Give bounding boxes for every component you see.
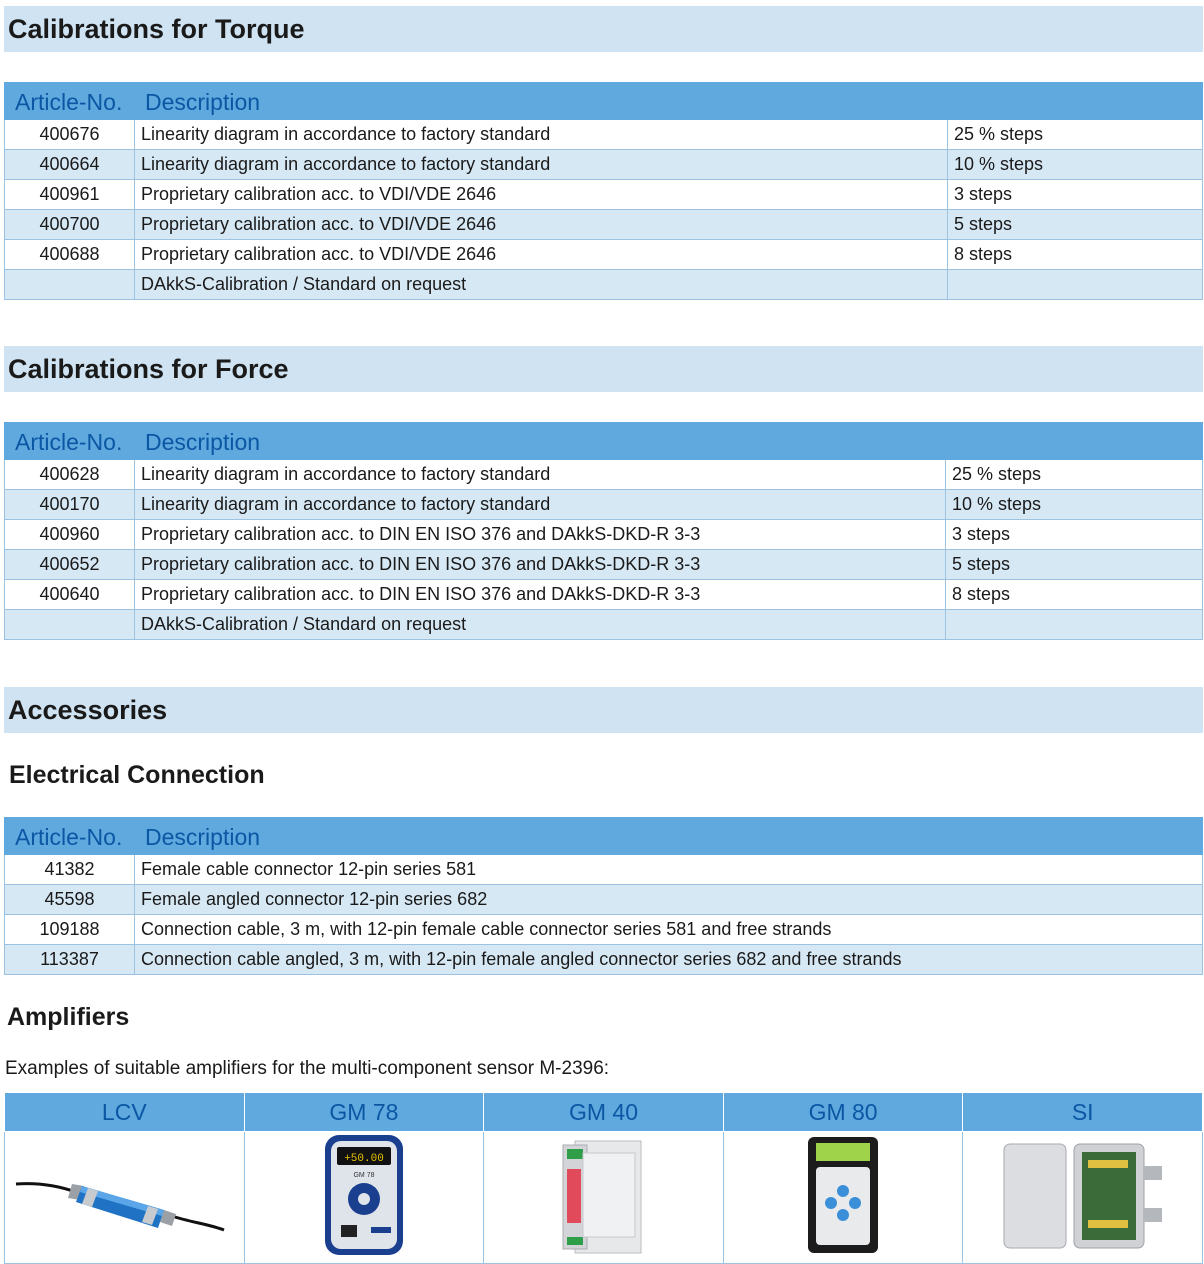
- article-cell: 400961: [5, 180, 135, 210]
- steps-cell: 5 steps: [948, 210, 1203, 240]
- force-table: [4, 422, 1203, 640]
- description-cell: Proprietary calibration acc. to DIN EN ISO 376 and DAkkS-DKD-R 3-3: [135, 580, 946, 610]
- article-cell: 41382: [5, 855, 135, 885]
- table-row: [5, 550, 1203, 580]
- description-header: Description: [135, 83, 1203, 120]
- steps-cell: 25 % steps: [948, 120, 1203, 150]
- amplifier-name: GM 78: [244, 1093, 484, 1132]
- description-header: Description: [135, 818, 1203, 855]
- description-cell: Female angled connector 12-pin series 682: [135, 885, 1203, 915]
- amplifiers-intro: Examples of suitable amplifiers for the multi-component sensor M-2396:: [5, 1058, 610, 1079]
- table-row: [5, 150, 1203, 180]
- article-header: Article-No.: [5, 423, 135, 460]
- amplifier-name: LCV: [5, 1093, 245, 1132]
- electrical-connection-heading: Electrical Connection: [9, 761, 265, 789]
- steps-cell: 10 % steps: [946, 490, 1203, 520]
- junction-box-icon: [998, 1136, 1168, 1254]
- amplifier-name: SI: [963, 1093, 1203, 1132]
- table-row: [5, 855, 1203, 885]
- table-row: [5, 490, 1203, 520]
- handheld-meter-icon: [319, 1133, 409, 1257]
- description-cell: Connection cable angled, 3 m, with 12-pin female angled connector series 682 and free strands: [135, 945, 1203, 975]
- description-cell: Linearity diagram in accordance to factory standard: [135, 460, 946, 490]
- table-row: [5, 210, 1203, 240]
- gm78-device-label: GM 78: [353, 1172, 375, 1179]
- table-header-row: [5, 818, 1203, 855]
- amplifier-name: GM 40: [484, 1093, 724, 1132]
- table-row: [5, 580, 1203, 610]
- steps-cell: 25 % steps: [946, 460, 1203, 490]
- description-cell: Linearity diagram in accordance to factory standard: [135, 150, 948, 180]
- table-row: [5, 460, 1203, 490]
- article-header: Article-No.: [5, 818, 135, 855]
- steps-cell: 8 steps: [948, 240, 1203, 270]
- amplifier-image-cell: [963, 1132, 1203, 1264]
- amplifier-image-cell: [484, 1132, 724, 1264]
- table-row: [5, 270, 1203, 300]
- steps-cell: 5 steps: [946, 550, 1203, 580]
- force-section-title: Calibrations for Force: [4, 346, 1203, 392]
- steps-cell: 8 steps: [946, 580, 1203, 610]
- steps-cell: 3 steps: [948, 180, 1203, 210]
- amplifier-name: GM 80: [723, 1093, 963, 1132]
- table-row: [5, 915, 1203, 945]
- torque-table: [4, 82, 1203, 300]
- description-cell: Proprietary calibration acc. to DIN EN ISO 376 and DAkkS-DKD-R 3-3: [135, 550, 946, 580]
- amplifiers-heading: Amplifiers: [7, 1003, 130, 1031]
- gm78-display-reading: +50.00: [344, 1153, 384, 1165]
- din-rail-module-icon: [553, 1133, 653, 1257]
- description-cell: Linearity diagram in accordance to factory standard: [135, 490, 946, 520]
- description-header: Description: [135, 423, 1203, 460]
- handheld-display-icon: [798, 1133, 888, 1257]
- article-cell: 400676: [5, 120, 135, 150]
- description-cell: Connection cable, 3 m, with 12-pin female cable connector series 581 and free strands: [135, 915, 1203, 945]
- article-cell: 400960: [5, 520, 135, 550]
- article-cell: 400688: [5, 240, 135, 270]
- accessories-section-title: Accessories: [4, 687, 1203, 733]
- article-cell: 400664: [5, 150, 135, 180]
- table-row: [5, 610, 1203, 640]
- amplifier-image-row: [5, 1132, 1203, 1264]
- steps-cell: 3 steps: [946, 520, 1203, 550]
- inline-amplifier-cable-icon: [14, 1140, 234, 1250]
- description-cell: Proprietary calibration acc. to DIN EN ISO 376 and DAkkS-DKD-R 3-3: [135, 520, 946, 550]
- description-cell: Linearity diagram in accordance to factory standard: [135, 120, 948, 150]
- article-cell: 400170: [5, 490, 135, 520]
- article-cell: 45598: [5, 885, 135, 915]
- steps-cell: [946, 610, 1203, 640]
- article-cell: 113387: [5, 945, 135, 975]
- article-cell: 400628: [5, 460, 135, 490]
- electrical-connection-table: [4, 817, 1203, 975]
- amplifiers-table: [4, 1092, 1203, 1264]
- article-cell: [5, 270, 135, 300]
- table-header-row: [5, 83, 1203, 120]
- article-cell: 400640: [5, 580, 135, 610]
- article-cell: [5, 610, 135, 640]
- table-row: [5, 885, 1203, 915]
- table-header-row: [5, 423, 1203, 460]
- description-cell: Proprietary calibration acc. to VDI/VDE 2646: [135, 240, 948, 270]
- article-cell: 400700: [5, 210, 135, 240]
- description-cell: Proprietary calibration acc. to VDI/VDE 2646: [135, 210, 948, 240]
- description-cell: Female cable connector 12-pin series 581: [135, 855, 1203, 885]
- description-cell: DAkkS-Calibration / Standard on request: [135, 270, 948, 300]
- table-row: [5, 120, 1203, 150]
- amplifier-image-cell: [723, 1132, 963, 1264]
- article-cell: 109188: [5, 915, 135, 945]
- amplifier-image-cell: [244, 1132, 484, 1264]
- amplifier-header-row: [5, 1093, 1203, 1132]
- description-cell: Proprietary calibration acc. to VDI/VDE 2646: [135, 180, 948, 210]
- steps-cell: [948, 270, 1203, 300]
- amplifier-image-cell: [5, 1132, 245, 1264]
- table-row: [5, 945, 1203, 975]
- table-row: [5, 240, 1203, 270]
- description-cell: DAkkS-Calibration / Standard on request: [135, 610, 946, 640]
- table-row: [5, 520, 1203, 550]
- article-header: Article-No.: [5, 83, 135, 120]
- steps-cell: 10 % steps: [948, 150, 1203, 180]
- torque-section-title: Calibrations for Torque: [4, 6, 1203, 52]
- article-cell: 400652: [5, 550, 135, 580]
- table-row: [5, 180, 1203, 210]
